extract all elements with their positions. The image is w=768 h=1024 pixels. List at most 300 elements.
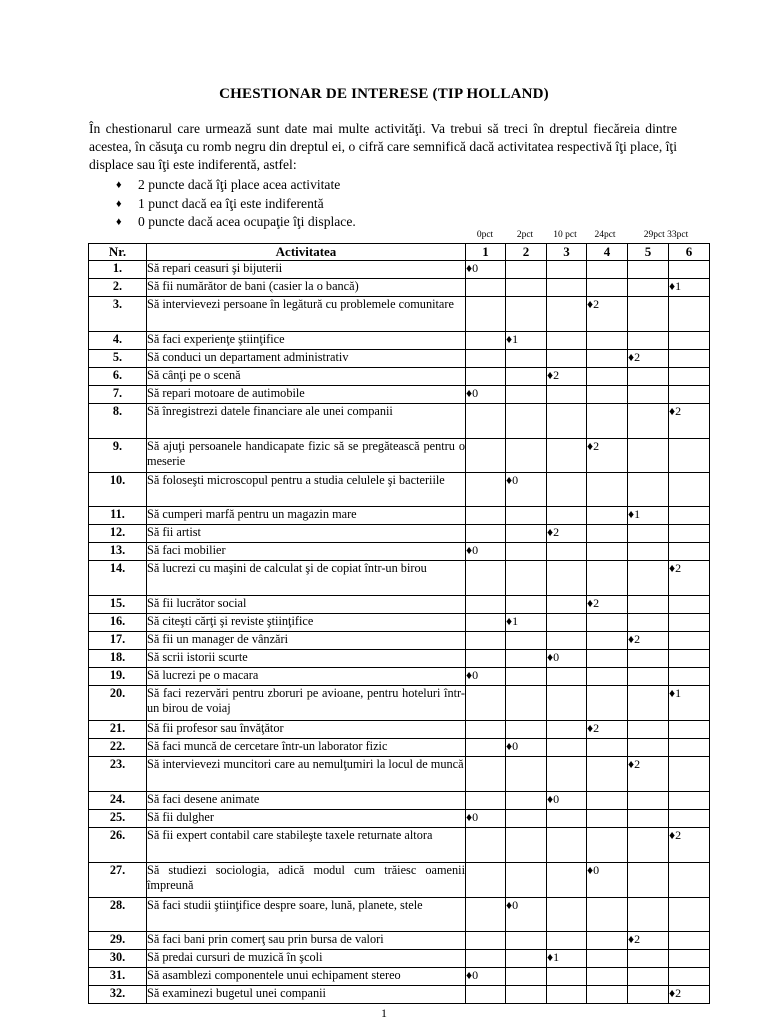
- score-cell-col-1[interactable]: [466, 596, 506, 614]
- score-cell-col-2[interactable]: [506, 473, 547, 507]
- score-cell-col-1[interactable]: [466, 757, 506, 792]
- diamond-score-mark: ♦0: [587, 863, 600, 877]
- row-number: 5.: [89, 350, 147, 368]
- score-cell-col-5[interactable]: [628, 332, 669, 350]
- score-cell-col-6[interactable]: [669, 632, 710, 650]
- diamond-bullet-icon: ♦: [116, 216, 122, 228]
- score-cell-col-3[interactable]: [547, 543, 587, 561]
- score-cell-col-4[interactable]: [587, 968, 628, 986]
- score-cell-col-6[interactable]: [669, 350, 710, 368]
- activity-cell: Să repari ceasuri şi bijuterii: [147, 261, 466, 279]
- score-cell-col-4[interactable]: [587, 261, 628, 279]
- score-cell-col-3[interactable]: [547, 473, 587, 507]
- score-cell-col-5[interactable]: [628, 386, 669, 404]
- score-cell-col-1[interactable]: [466, 561, 506, 596]
- score-cell-col-3[interactable]: [547, 792, 587, 810]
- diamond-score-mark: ♦2: [628, 757, 641, 771]
- score-cell-col-2[interactable]: [506, 950, 547, 968]
- diamond-score-mark: ♦0: [547, 650, 560, 664]
- score-cell-col-6[interactable]: [669, 279, 710, 297]
- score-cell-col-1[interactable]: [466, 986, 506, 1004]
- activity-cell: Să fii artist: [147, 525, 466, 543]
- score-cell-col-2[interactable]: [506, 439, 547, 473]
- score-cell-col-2[interactable]: [506, 596, 547, 614]
- score-cell-col-5[interactable]: [628, 279, 669, 297]
- score-cell-col-3[interactable]: [547, 932, 587, 950]
- score-cell-col-3[interactable]: [547, 439, 587, 473]
- table-row: [89, 404, 710, 439]
- score-cell-col-4[interactable]: [587, 650, 628, 668]
- score-cell-col-2[interactable]: [506, 543, 547, 561]
- diamond-score-mark: ♦2: [547, 525, 560, 539]
- score-cell-col-1[interactable]: [466, 632, 506, 650]
- score-cell-col-4[interactable]: [587, 686, 628, 721]
- score-cell-col-3[interactable]: [547, 350, 587, 368]
- score-cell-col-4[interactable]: [587, 898, 628, 932]
- score-cell-col-6[interactable]: [669, 368, 710, 386]
- score-cell-col-5[interactable]: [628, 525, 669, 543]
- diamond-score-mark: ♦0: [466, 968, 479, 982]
- score-cell-col-4[interactable]: [587, 792, 628, 810]
- points-label: 2pct: [516, 230, 534, 240]
- table-row: [89, 757, 710, 792]
- score-cell-col-1[interactable]: [466, 368, 506, 386]
- score-cell-col-5[interactable]: [628, 297, 669, 332]
- row-number: 22.: [89, 739, 147, 757]
- score-cell-col-6[interactable]: [669, 668, 710, 686]
- score-cell-col-1[interactable]: [466, 810, 506, 828]
- row-number: 25.: [89, 810, 147, 828]
- row-number: 14.: [89, 561, 147, 596]
- score-cell-col-5[interactable]: [628, 863, 669, 898]
- score-cell-col-1[interactable]: [466, 332, 506, 350]
- score-cell-col-4[interactable]: [587, 561, 628, 596]
- activity-cell: Să scrii istorii scurte: [147, 650, 466, 668]
- row-number: 19.: [89, 668, 147, 686]
- score-cell-col-2[interactable]: [506, 968, 547, 986]
- score-cell-col-4[interactable]: [587, 810, 628, 828]
- activity-cell: Să ajuţi persoanele handicapate fizic să se pregătească pentru o meserie: [147, 439, 466, 473]
- score-cell-col-3[interactable]: [547, 386, 587, 404]
- table-row: [89, 473, 710, 507]
- score-cell-col-4[interactable]: [587, 596, 628, 614]
- diamond-score-mark: ♦0: [466, 810, 479, 824]
- score-cell-col-4[interactable]: [587, 739, 628, 757]
- score-cell-col-1[interactable]: [466, 739, 506, 757]
- score-cell-col-1[interactable]: [466, 439, 506, 473]
- diamond-score-mark: ♦1: [547, 950, 560, 964]
- table-row: [89, 721, 710, 739]
- score-cell-col-1[interactable]: [466, 261, 506, 279]
- row-number: 3.: [89, 297, 147, 332]
- score-cell-col-5[interactable]: [628, 650, 669, 668]
- score-cell-col-6[interactable]: [669, 739, 710, 757]
- score-cell-col-4[interactable]: [587, 279, 628, 297]
- row-number: 18.: [89, 650, 147, 668]
- score-cell-col-1[interactable]: [466, 650, 506, 668]
- score-cell-col-6[interactable]: [669, 332, 710, 350]
- row-number: 6.: [89, 368, 147, 386]
- score-cell-col-5[interactable]: [628, 968, 669, 986]
- header-col-3: 3: [547, 244, 587, 261]
- score-cell-col-4[interactable]: [587, 632, 628, 650]
- score-cell-col-1[interactable]: [466, 721, 506, 739]
- score-cell-col-2[interactable]: [506, 668, 547, 686]
- diamond-score-mark: ♦2: [669, 986, 682, 1000]
- score-cell-col-6[interactable]: [669, 596, 710, 614]
- score-cell-col-2[interactable]: [506, 810, 547, 828]
- table-row: [89, 261, 710, 279]
- score-cell-col-1[interactable]: [466, 932, 506, 950]
- score-cell-col-5[interactable]: [628, 473, 669, 507]
- score-cell-col-3[interactable]: [547, 404, 587, 439]
- score-cell-col-6[interactable]: [669, 757, 710, 792]
- score-cell-col-6[interactable]: [669, 439, 710, 473]
- row-number: 21.: [89, 721, 147, 739]
- score-cell-col-4[interactable]: [587, 525, 628, 543]
- score-cell-col-3[interactable]: [547, 863, 587, 898]
- score-cell-col-3[interactable]: [547, 968, 587, 986]
- score-cell-col-6[interactable]: [669, 810, 710, 828]
- score-cell-col-2[interactable]: [506, 368, 547, 386]
- score-cell-col-6[interactable]: [669, 473, 710, 507]
- score-cell-col-6[interactable]: [669, 297, 710, 332]
- score-cell-col-5[interactable]: [628, 686, 669, 721]
- header-activity: Activitatea: [147, 244, 466, 261]
- table-row: [89, 932, 710, 950]
- score-cell-col-6[interactable]: [669, 686, 710, 721]
- score-cell-col-4[interactable]: [587, 863, 628, 898]
- score-cell-col-1[interactable]: [466, 898, 506, 932]
- diamond-score-mark: ♦2: [628, 632, 641, 646]
- scoring-item-text: 2 puncte dacă îţi place acea activitate: [138, 177, 341, 192]
- score-cell-col-3[interactable]: [547, 721, 587, 739]
- score-cell-col-2[interactable]: [506, 932, 547, 950]
- score-cell-col-5[interactable]: [628, 614, 669, 632]
- row-number: 9.: [89, 439, 147, 473]
- score-cell-col-5[interactable]: [628, 368, 669, 386]
- row-number: 15.: [89, 596, 147, 614]
- table-row: [89, 439, 710, 473]
- row-number: 20.: [89, 686, 147, 721]
- score-cell-col-2[interactable]: [506, 279, 547, 297]
- table-row: [89, 561, 710, 596]
- score-cell-col-4[interactable]: [587, 332, 628, 350]
- score-cell-col-3[interactable]: [547, 261, 587, 279]
- header-col-1: 1: [466, 244, 506, 261]
- diamond-score-mark: ♦0: [506, 739, 519, 753]
- row-number: 32.: [89, 986, 147, 1004]
- activity-cell: Să intervievezi muncitori care au nemulţumiri la locul de muncă: [147, 757, 466, 792]
- score-cell-col-4[interactable]: [587, 473, 628, 507]
- score-cell-col-3[interactable]: [547, 614, 587, 632]
- score-cell-col-1[interactable]: [466, 386, 506, 404]
- score-cell-col-6[interactable]: [669, 386, 710, 404]
- row-number: 23.: [89, 757, 147, 792]
- row-number: 31.: [89, 968, 147, 986]
- score-cell-col-4[interactable]: [587, 757, 628, 792]
- score-cell-col-6[interactable]: [669, 968, 710, 986]
- score-cell-col-4[interactable]: [587, 386, 628, 404]
- diamond-score-mark: ♦1: [628, 507, 641, 521]
- score-cell-col-3[interactable]: [547, 739, 587, 757]
- score-cell-col-3[interactable]: [547, 668, 587, 686]
- score-cell-col-3[interactable]: [547, 368, 587, 386]
- header-col-2: 2: [506, 244, 547, 261]
- score-cell-col-3[interactable]: [547, 650, 587, 668]
- score-cell-col-6[interactable]: [669, 614, 710, 632]
- score-cell-col-6[interactable]: [669, 898, 710, 932]
- points-label: 29pct 33pct: [643, 230, 689, 240]
- table-row: [89, 650, 710, 668]
- score-cell-col-6[interactable]: [669, 404, 710, 439]
- score-cell-col-6[interactable]: [669, 543, 710, 561]
- score-cell-col-4[interactable]: [587, 986, 628, 1004]
- score-cell-col-2[interactable]: [506, 261, 547, 279]
- row-number: 1.: [89, 261, 147, 279]
- score-cell-col-5[interactable]: [628, 721, 669, 739]
- score-cell-col-2[interactable]: [506, 404, 547, 439]
- score-cell-col-2[interactable]: [506, 386, 547, 404]
- score-cell-col-5[interactable]: [628, 739, 669, 757]
- activity-cell: Să fii lucrător social: [147, 596, 466, 614]
- score-cell-col-2[interactable]: [506, 863, 547, 898]
- score-cell-col-4[interactable]: [587, 368, 628, 386]
- score-cell-col-3[interactable]: [547, 297, 587, 332]
- diamond-score-mark: ♦2: [587, 297, 600, 311]
- score-cell-col-4[interactable]: [587, 932, 628, 950]
- questionnaire-table: [88, 243, 710, 1004]
- table-row: [89, 350, 710, 368]
- diamond-score-mark: ♦0: [466, 668, 479, 682]
- table-row: [89, 386, 710, 404]
- table-row: [89, 739, 710, 757]
- score-cell-col-5[interactable]: [628, 986, 669, 1004]
- score-cell-col-1[interactable]: [466, 507, 506, 525]
- score-cell-col-6[interactable]: [669, 986, 710, 1004]
- table-row: [89, 525, 710, 543]
- score-cell-col-2[interactable]: [506, 350, 547, 368]
- score-cell-col-2[interactable]: [506, 632, 547, 650]
- table-row: [89, 668, 710, 686]
- score-cell-col-1[interactable]: [466, 950, 506, 968]
- activity-cell: Să lucrezi cu maşini de calculat şi de copiat într-un birou: [147, 561, 466, 596]
- header-nr: Nr.: [89, 244, 147, 261]
- score-cell-col-2[interactable]: [506, 332, 547, 350]
- score-cell-col-4[interactable]: [587, 404, 628, 439]
- score-cell-col-2[interactable]: [506, 898, 547, 932]
- score-cell-col-4[interactable]: [587, 350, 628, 368]
- table-row: [89, 828, 710, 863]
- score-cell-col-5[interactable]: [628, 439, 669, 473]
- score-cell-col-4[interactable]: [587, 297, 628, 332]
- score-cell-col-5[interactable]: [628, 350, 669, 368]
- score-cell-col-6[interactable]: [669, 525, 710, 543]
- row-number: 27.: [89, 863, 147, 898]
- scoring-list: [116, 176, 356, 232]
- score-cell-col-3[interactable]: [547, 810, 587, 828]
- table-row: [89, 986, 710, 1004]
- row-number: 17.: [89, 632, 147, 650]
- score-cell-col-5[interactable]: [628, 632, 669, 650]
- diamond-score-mark: ♦2: [628, 932, 641, 946]
- activity-cell: Să fii dulgher: [147, 810, 466, 828]
- table-row: [89, 614, 710, 632]
- score-cell-col-5[interactable]: [628, 898, 669, 932]
- score-cell-col-5[interactable]: [628, 561, 669, 596]
- activity-cell: Să fii expert contabil care stabileşte taxele returnate altora: [147, 828, 466, 863]
- score-cell-col-4[interactable]: [587, 721, 628, 739]
- score-cell-col-1[interactable]: [466, 686, 506, 721]
- score-cell-col-3[interactable]: [547, 950, 587, 968]
- score-cell-col-2[interactable]: [506, 525, 547, 543]
- score-cell-col-6[interactable]: [669, 561, 710, 596]
- score-cell-col-6[interactable]: [669, 261, 710, 279]
- score-cell-col-3[interactable]: [547, 898, 587, 932]
- table-row: [89, 543, 710, 561]
- score-cell-col-4[interactable]: [587, 614, 628, 632]
- scoring-item-text: 1 punct dacă ea îţi este indiferentă: [138, 195, 324, 211]
- intro-paragraph: În chestionarul care urmează sunt date mai multe activităţi. Va trebui să treci în dreptul fiecăreia dintre acestea, în căsuţa cu romb negru din dreptul ei, o cifră care semnifică dacă activitatea respectivă îţi place, îţi displace sau îţi este indiferentă, astfel:: [89, 121, 677, 172]
- table-row: [89, 950, 710, 968]
- diamond-score-mark: ♦0: [506, 898, 519, 912]
- score-cell-col-4[interactable]: [587, 439, 628, 473]
- diamond-score-mark: ♦2: [587, 596, 600, 610]
- score-cell-col-5[interactable]: [628, 757, 669, 792]
- score-cell-col-1[interactable]: [466, 828, 506, 863]
- score-cell-col-4[interactable]: [587, 828, 628, 863]
- row-number: 13.: [89, 543, 147, 561]
- diamond-bullet-icon: ♦: [116, 197, 122, 210]
- score-cell-col-5[interactable]: [628, 668, 669, 686]
- row-number: 28.: [89, 898, 147, 932]
- score-cell-col-1[interactable]: [466, 473, 506, 507]
- score-cell-col-3[interactable]: [547, 757, 587, 792]
- score-cell-col-6[interactable]: [669, 792, 710, 810]
- table-row: [89, 792, 710, 810]
- score-cell-col-6[interactable]: [669, 828, 710, 863]
- score-cell-col-1[interactable]: [466, 279, 506, 297]
- score-cell-col-2[interactable]: [506, 828, 547, 863]
- score-cell-col-2[interactable]: [506, 792, 547, 810]
- score-cell-col-5[interactable]: [628, 261, 669, 279]
- score-cell-col-2[interactable]: [506, 297, 547, 332]
- points-label: 10 pct: [553, 230, 577, 240]
- activity-cell: Să studiezi sociologia, adică modul cum trăiesc oamenii împreună: [147, 863, 466, 898]
- score-cell-col-3[interactable]: [547, 596, 587, 614]
- diamond-score-mark: ♦2: [587, 721, 600, 735]
- scoring-item: [116, 213, 356, 232]
- score-cell-col-6[interactable]: [669, 950, 710, 968]
- score-cell-col-3[interactable]: [547, 828, 587, 863]
- score-cell-col-1[interactable]: [466, 968, 506, 986]
- table-row: [89, 507, 710, 525]
- score-cell-col-5[interactable]: [628, 543, 669, 561]
- score-cell-col-2[interactable]: [506, 721, 547, 739]
- score-cell-col-5[interactable]: [628, 404, 669, 439]
- score-cell-col-2[interactable]: [506, 507, 547, 525]
- table-row: [89, 810, 710, 828]
- row-number: 26.: [89, 828, 147, 863]
- score-cell-col-2[interactable]: [506, 986, 547, 1004]
- score-cell-col-2[interactable]: [506, 614, 547, 632]
- score-cell-col-3[interactable]: [547, 332, 587, 350]
- score-cell-col-1[interactable]: [466, 404, 506, 439]
- score-cell-col-4[interactable]: [587, 507, 628, 525]
- row-number: 29.: [89, 932, 147, 950]
- score-cell-col-1[interactable]: [466, 297, 506, 332]
- score-cell-col-1[interactable]: [466, 668, 506, 686]
- score-cell-col-4[interactable]: [587, 668, 628, 686]
- score-cell-col-5[interactable]: [628, 507, 669, 525]
- activity-cell: Să faci rezervări pentru zboruri pe avioane, pentru hoteluri într-un birou de voiaj: [147, 686, 466, 721]
- activity-cell: Să foloseşti microscopul pentru a studia celulele şi bacteriile: [147, 473, 466, 507]
- score-cell-col-2[interactable]: [506, 686, 547, 721]
- diamond-score-mark: ♦0: [466, 543, 479, 557]
- diamond-score-mark: ♦1: [506, 614, 519, 628]
- score-cell-col-6[interactable]: [669, 650, 710, 668]
- score-cell-col-5[interactable]: [628, 950, 669, 968]
- score-cell-col-3[interactable]: [547, 632, 587, 650]
- score-cell-col-3[interactable]: [547, 686, 587, 721]
- score-cell-col-1[interactable]: [466, 792, 506, 810]
- score-cell-col-6[interactable]: [669, 507, 710, 525]
- score-cell-col-5[interactable]: [628, 828, 669, 863]
- activity-cell: Să cumperi marfă pentru un magazin mare: [147, 507, 466, 525]
- activity-cell: Să repari motoare de autimobile: [147, 386, 466, 404]
- score-cell-col-1[interactable]: [466, 350, 506, 368]
- score-cell-col-5[interactable]: [628, 810, 669, 828]
- table-row: [89, 279, 710, 297]
- score-cell-col-5[interactable]: [628, 932, 669, 950]
- scoring-item: [116, 195, 356, 214]
- score-cell-col-3[interactable]: [547, 986, 587, 1004]
- score-cell-col-2[interactable]: [506, 757, 547, 792]
- row-number: 12.: [89, 525, 147, 543]
- score-cell-col-1[interactable]: [466, 543, 506, 561]
- score-cell-col-4[interactable]: [587, 950, 628, 968]
- diamond-score-mark: ♦0: [466, 261, 479, 275]
- score-cell-col-3[interactable]: [547, 279, 587, 297]
- activity-cell: Să intervievezi persoane în legătură cu problemele comunitare: [147, 297, 466, 332]
- table-row: [89, 368, 710, 386]
- table-row: [89, 297, 710, 332]
- score-cell-col-2[interactable]: [506, 739, 547, 757]
- diamond-score-mark: ♦2: [587, 439, 600, 453]
- score-cell-col-2[interactable]: [506, 650, 547, 668]
- score-cell-col-4[interactable]: [587, 543, 628, 561]
- diamond-bullet-icon: ♦: [116, 179, 122, 191]
- score-cell-col-2[interactable]: [506, 561, 547, 596]
- score-cell-col-3[interactable]: [547, 507, 587, 525]
- row-number: 8.: [89, 404, 147, 439]
- activity-cell: Să faci bani prin comerţ sau prin bursa de valori: [147, 932, 466, 950]
- activity-cell: Să lucrezi pe o macara: [147, 668, 466, 686]
- activity-cell: Să fii profesor sau învăţător: [147, 721, 466, 739]
- row-number: 7.: [89, 386, 147, 404]
- score-cell-col-6[interactable]: [669, 932, 710, 950]
- score-cell-col-3[interactable]: [547, 525, 587, 543]
- score-cell-col-1[interactable]: [466, 525, 506, 543]
- score-cell-col-5[interactable]: [628, 792, 669, 810]
- score-cell-col-6[interactable]: [669, 721, 710, 739]
- score-cell-col-5[interactable]: [628, 596, 669, 614]
- score-cell-col-3[interactable]: [547, 561, 587, 596]
- activity-cell: Să fii un manager de vânzări: [147, 632, 466, 650]
- score-cell-col-6[interactable]: [669, 863, 710, 898]
- score-cell-col-1[interactable]: [466, 863, 506, 898]
- score-cell-col-1[interactable]: [466, 614, 506, 632]
